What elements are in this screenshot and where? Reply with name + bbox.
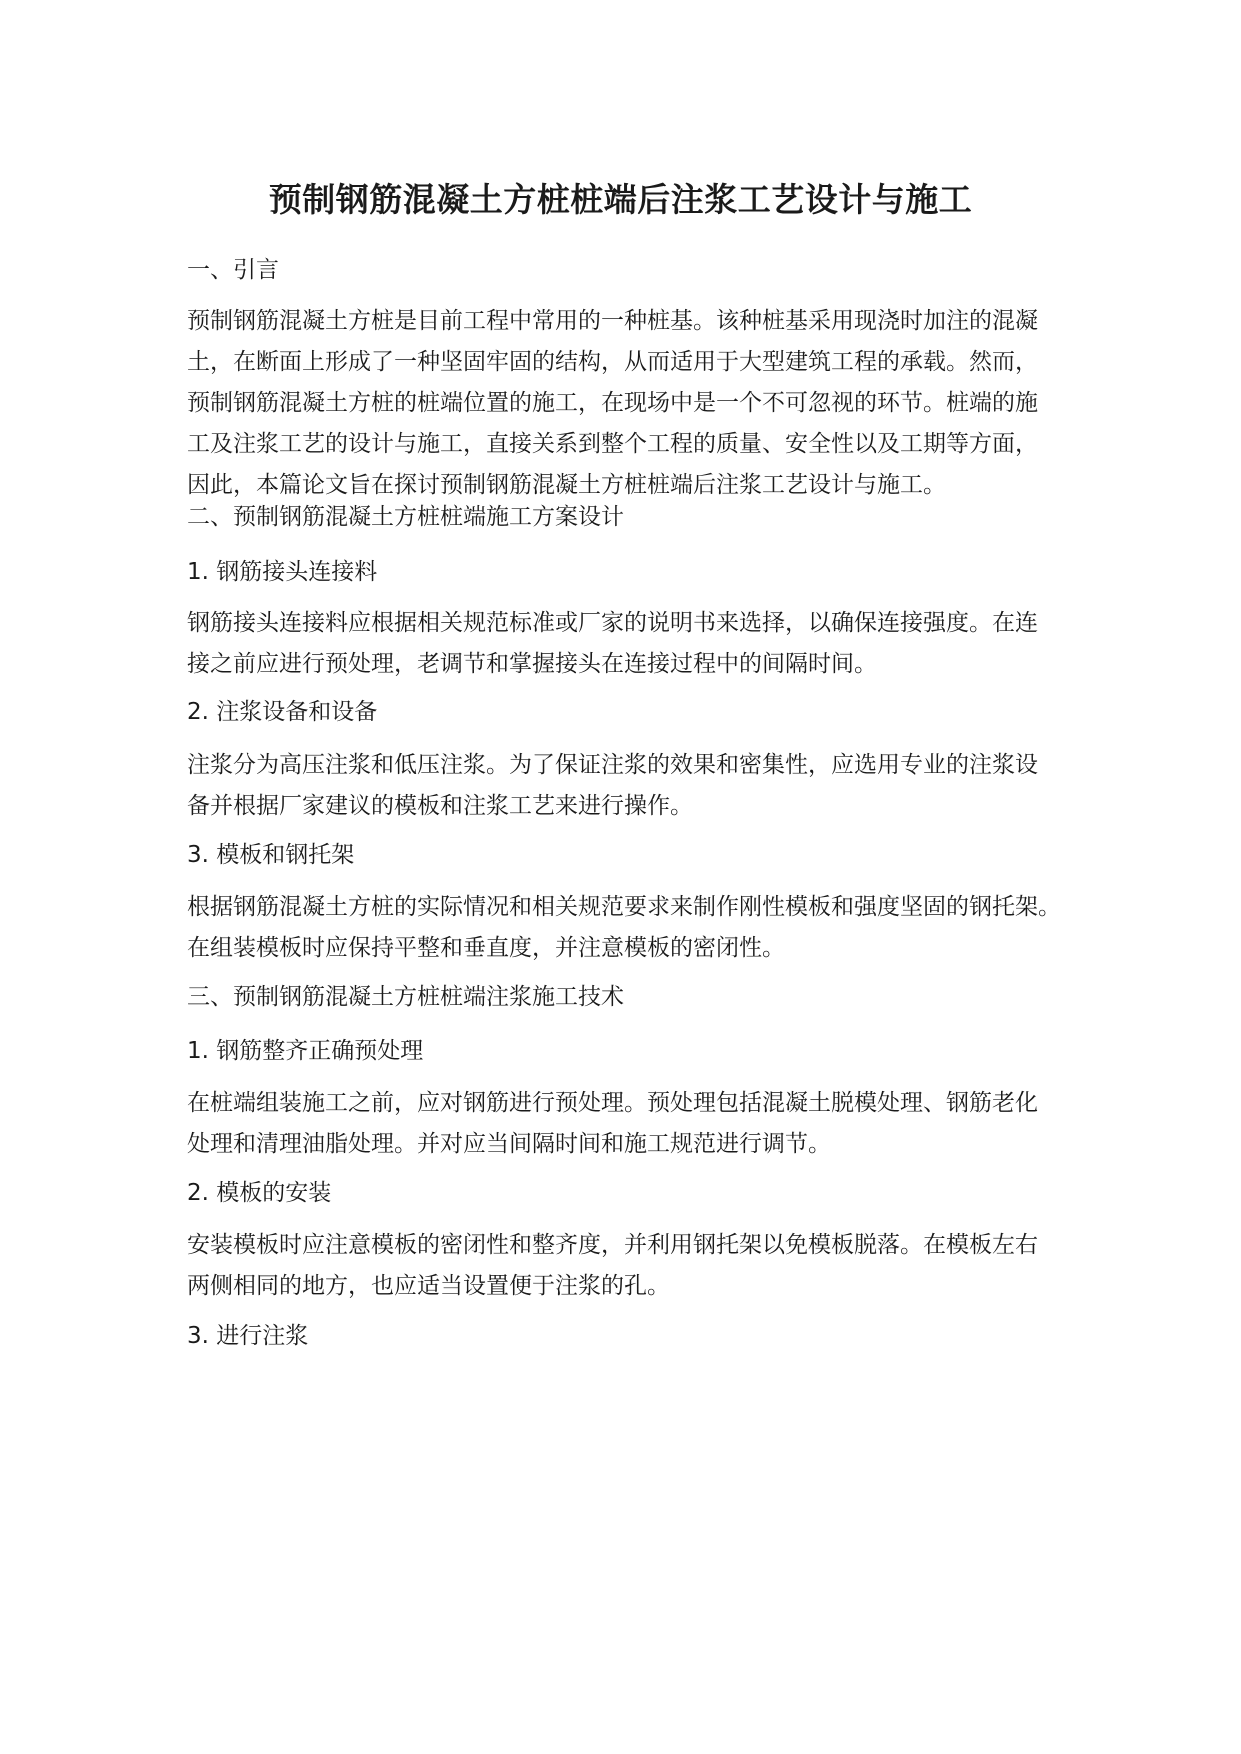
subsection-heading-2-1: 1. 钢筋接头连接料 [187, 559, 378, 585]
paragraph-line: 注浆分为高压注浆和低压注浆。为了保证注浆的效果和密集性，应选用专业的注浆设 [187, 752, 1038, 778]
section-heading-intro: 一、引言 [187, 257, 279, 283]
paragraph-2-2 [187, 745, 1067, 827]
paragraph-line: 处理和清理油脂处理。并对应当间隔时间和施工规范进行调节。 [187, 1131, 831, 1157]
section-heading-3: 三、预制钢筋混凝土方桩桩端注浆施工技术 [187, 984, 624, 1010]
paragraph-line: 土，在断面上形成了一种坚固牢固的结构，从而适用于大型建筑工程的承载。然而， [187, 349, 1038, 375]
paragraph-line: 钢筋接头连接料应根据相关规范标准或厂家的说明书来选择，以确保连接强度。在连 [187, 610, 1038, 636]
section-heading-2: 二、预制钢筋混凝土方桩桩端施工方案设计 [187, 504, 624, 530]
paragraph-line: 安装模板时应注意模板的密闭性和整齐度，并利用钢托架以免模板脱落。在模板左右 [187, 1232, 1038, 1258]
paragraph-line: 两侧相同的地方，也应适当设置便于注浆的孔。 [187, 1273, 670, 1299]
subsection-heading-3-2: 2. 模板的安装 [187, 1180, 332, 1206]
paragraph-3-2 [187, 1225, 1067, 1307]
paragraph-line: 工及注浆工艺的设计与施工，直接关系到整个工程的质量、安全性以及工期等方面， [187, 431, 1038, 457]
paragraph-line: 接之前应进行预处理，老调节和掌握接头在连接过程中的间隔时间。 [187, 651, 877, 677]
subsection-heading-2-2: 2. 注浆设备和设备 [187, 699, 378, 725]
paragraph-line: 预制钢筋混凝土方桩的桩端位置的施工，在现场中是一个不可忽视的环节。桩端的施 [187, 390, 1038, 416]
paragraph-2-3 [187, 887, 1067, 969]
document-title: 预制钢筋混凝土方桩桩端后注浆工艺设计与施工 [268, 180, 973, 219]
paragraph-2-1 [187, 603, 1067, 685]
paragraph-3-1 [187, 1083, 1067, 1165]
paragraph-line: 备并根据厂家建议的模板和注浆工艺来进行操作。 [187, 793, 693, 819]
paragraph-line: 预制钢筋混凝土方桩是目前工程中常用的一种桩基。该种桩基采用现浇时加注的混凝 [187, 308, 1038, 334]
paragraph-line: 因此，本篇论文旨在探讨预制钢筋混凝土方桩桩端后注浆工艺设计与施工。 [187, 472, 946, 498]
paragraph-line: 在组装模板时应保持平整和垂直度，并注意模板的密闭性。 [187, 935, 785, 961]
subsection-heading-3-3: 3. 进行注浆 [187, 1323, 309, 1349]
paragraph-line: 在桩端组装施工之前，应对钢筋进行预处理。预处理包括混凝土脱模处理、钢筋老化 [187, 1090, 1038, 1116]
subsection-heading-2-3: 3. 模板和钢托架 [187, 842, 355, 868]
paragraph-intro [187, 301, 1067, 506]
subsection-heading-3-1: 1. 钢筋整齐正确预处理 [187, 1038, 424, 1064]
paragraph-line: 根据钢筋混凝土方桩的实际情况和相关规范要求来制作刚性模板和强度坚固的钢托架。 [187, 894, 1061, 920]
